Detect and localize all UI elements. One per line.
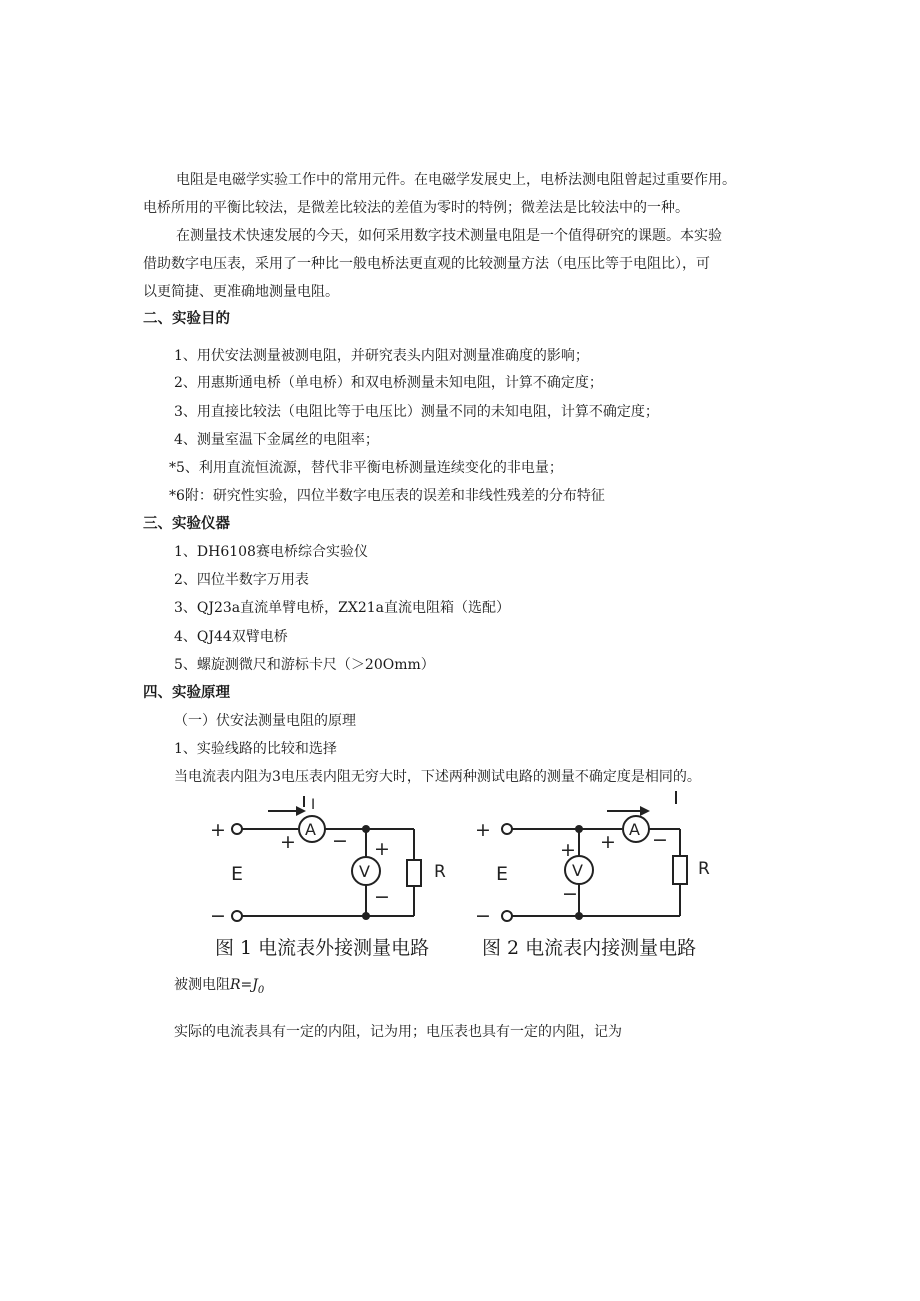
section-4-title: 四、实验原理 [143,685,230,701]
intro-paragraph-2-line-2: 借助数字电压表，采用了一种比一般电桥法更直观的比较测量方法（电压比等于电阻比），可 [143,256,710,272]
source-label: E [496,863,509,885]
intro-paragraph-1-line-2: 电桥所用的平衡比较法，是微差比较法的差值为零时的特例；微差法是比较法中的一种。 [143,200,689,216]
intro-paragraph-1-line-1: 电阻是电磁学实验工作中的常用元件。在电磁学发展史上，电桥法测电阻曾起过重要作用。 [176,172,736,188]
ammeter-symbol-label: A [629,820,640,839]
intro-paragraph-2-line-3: 以更简捷、更准确地测量电阻。 [143,284,339,300]
voltmeter-minus-label: − [374,886,390,908]
voltmeter-minus-label: − [562,883,578,905]
positive-terminal-label: + [210,819,226,841]
voltmeter-plus-label: + [560,839,576,861]
objective-item: *5、利用直流恒流源，替代非平衡电桥测量连续变化的非电量； [169,460,563,476]
formula-subscript: 0 [257,984,265,996]
objective-item: *6附：研究性实验，四位半数字电压表的误差和非线性残差的分布特征 [169,488,605,504]
section-2-title: 二、实验目的 [143,311,230,327]
instrument-item: 4、QJ44双臂电桥 [174,629,288,645]
objective-item: 2、用惠斯通电桥（单电桥）和双电桥测量未知电阻，计算不确定度； [174,375,603,391]
formula-expression: R=J [230,977,258,993]
closing-line: 实际的电流表具有一定的内阻，记为用；电压表也具有一定的内阻，记为 [174,1024,622,1040]
ammeter-minus-label: − [652,829,668,851]
circuit-diagrams [200,788,720,933]
voltmeter-symbol-label: V [359,862,370,881]
objective-item: 4、测量室温下金属丝的电阻率； [174,432,379,448]
instrument-item: 1、DH6108赛电桥综合实验仪 [174,544,368,560]
objective-item: 3、用直接比较法（电阻比等于电压比）测量不同的未知电阻，计算不确定度； [174,404,659,420]
ammeter-plus-label: + [280,831,296,853]
ammeter-symbol-label: A [305,820,316,839]
current-label: I [311,797,316,813]
subsection-item: 1、实验线路的比较和选择 [174,741,337,757]
current-label: I [674,791,679,807]
voltmeter-symbol-label: V [572,861,583,880]
formula-line [174,975,264,1001]
negative-terminal-label: − [210,905,226,927]
formula-prefix: 被测电阻 [174,977,230,993]
source-label: E [231,863,244,885]
negative-terminal-label: − [475,905,491,927]
voltmeter-plus-label: + [374,838,390,860]
instrument-item: 3、QJ23a直流单臂电桥，ZX21a直流电阻箱（选配） [174,600,511,616]
resistor-label: R [698,859,710,879]
figure-1-caption: 图 1 电流表外接测量电路 [215,937,430,959]
subsection-title: （一）伏安法测量电阻的原理 [174,713,356,729]
section-4-note: 当电流表内阻为3电压表内阻无穷大时，下述两种测试电路的测量不确定度是相同的。 [174,769,701,785]
intro-paragraph-2-line-1: 在测量技术快速发展的今天，如何采用数字技术测量电阻是一个值得研究的课题。本实验 [176,228,722,244]
ammeter-minus-label: − [332,830,348,852]
objective-item: 1、用伏安法测量被测电阻，并研究表头内阻对测量准确度的影响； [174,348,589,364]
positive-terminal-label: + [475,819,491,841]
figure-2-caption: 图 2 电流表内接测量电路 [482,937,697,959]
ammeter-plus-label: + [600,831,616,853]
instrument-item: 5、螺旋测微尺和游标卡尺（＞20Omm） [174,657,435,673]
section-3-title: 三、实验仪器 [143,516,230,532]
resistor-label: R [434,862,446,882]
instrument-item: 2、四位半数字万用表 [174,572,309,588]
